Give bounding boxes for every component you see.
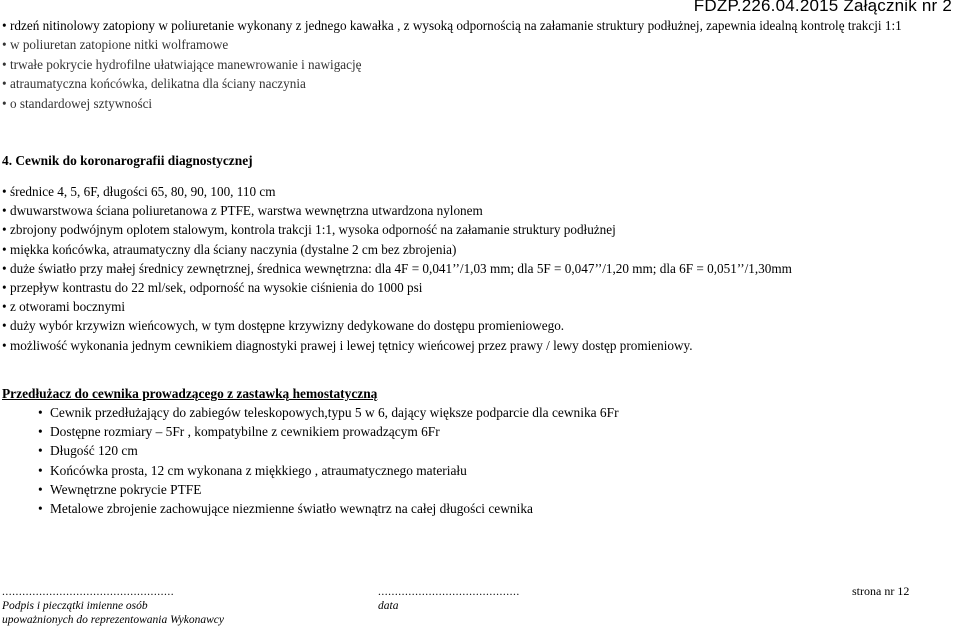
bullet-icon: • [38, 424, 43, 440]
list-item: • o standardowej sztywności [2, 94, 956, 113]
list-item: • Długość 120 cm [38, 441, 619, 460]
list-item: • atraumatyczna końcówka, delikatna dla ściany naczynia [2, 74, 956, 93]
bullet-icon: • [2, 184, 7, 199]
date-block [378, 585, 520, 613]
list-item: • trwałe pokrycie hydrofilne ułatwiające manewrowanie i nawigację [2, 55, 956, 74]
signature-label-line1: Podpis i pieczątki imienne osób [2, 600, 148, 612]
list-item: • Metalowe zbrojenie zachowujące niezmienne światło wewnątrz na całej długości cewnika [38, 499, 619, 518]
list-item: • przepływ kontrastu do 22 ml/sek, odporność na wysokie ciśnienia do 1000 psi [2, 278, 956, 297]
signature-dots: ................................................... [2, 586, 175, 598]
list-item: • duże światło przy małej średnicy zewnętrznej, średnica wewnętrzna: dla 4F = 0,041’’/1,03 mm; dla 5F = 0,047’’/1,20 mm; dla 6F = 0,051’’/1,30mm [2, 259, 956, 278]
bullet-icon: • [38, 481, 43, 497]
bullet-icon: • [38, 462, 43, 478]
list-item: • z otworami bocznymi [2, 297, 956, 316]
list-item: • dwuwarstwowa ściana poliuretanowa z PTFE, warstwa wewnętrzna utwardzona nylonem [2, 201, 956, 220]
section-4-title: 4. Cewnik do koronarografii diagnostycznej [2, 153, 253, 168]
page-number: strona nr 12 [852, 584, 910, 598]
top-bullet-list [2, 16, 956, 113]
signature-block [2, 585, 224, 627]
bullet-icon: • [2, 260, 7, 276]
bullet-icon: • [2, 241, 7, 257]
bullet-icon: • [2, 337, 7, 353]
bullet-icon: • [2, 18, 7, 33]
date-label: data [378, 600, 399, 612]
list-item: • możliwość wykonania jednym cewnikiem diagnostyki prawej i lewej tętnicy wieńcowej przez prawy / lewy dostęp promieniowy. [2, 336, 956, 355]
list-item: • Wewnętrzne pokrycie PTFE [38, 480, 619, 499]
bullet-icon: • [2, 37, 7, 53]
bullet-icon: • [2, 95, 7, 111]
section-4-bullet-list [2, 182, 956, 355]
bullet-icon: • [2, 222, 7, 238]
bullet-icon: • [2, 203, 7, 219]
signature-label-line2: upoważnionych do reprezentowania Wykonawcy [2, 614, 224, 626]
list-item: • Dostępne rozmiary – 5Fr , kompatybilne z cewnikiem prowadzącym 6Fr [38, 422, 619, 441]
bullet-icon: • [2, 76, 7, 92]
list-item: • miękka końcówka, atraumatyczny dla ściany naczynia (dystalne 2 cm bez zbrojenia) [2, 240, 956, 259]
list-item: • rdzeń nitinolowy zatopiony w poliuretanie wykonany z jednego kawałka , z wysoką odpornością na załamanie struktury podłużnej, zapewnia idealną kontrolę trakcji 1:1 [2, 16, 956, 35]
bullet-icon: • [38, 501, 43, 517]
document-id-header: FDZP.226.04.2015 Załącznik nr 2 [693, 0, 952, 15]
bullet-icon: • [2, 280, 7, 296]
extension-section-title: Przedłużacz do cewnika prowadzącego z zastawką hemostatyczną [2, 386, 378, 401]
bullet-icon: • [2, 318, 7, 334]
list-item: • średnice 4, 5, 6F, długości 65, 80, 90, 100, 110 cm [2, 182, 956, 201]
list-item: • w poliuretan zatopione nitki wolframowe [2, 35, 956, 54]
bullet-icon: • [2, 56, 7, 72]
bullet-icon: • [38, 443, 43, 459]
list-item: • zbrojony podwójnym oplotem stalowym, kontrola trakcji 1:1, wysoka odporność na załamanie struktury podłużnej [2, 220, 956, 239]
extension-bullet-list [38, 403, 619, 518]
date-dots: .......................................... [378, 586, 520, 598]
bullet-icon: • [38, 405, 43, 420]
list-item: • Końcówka prosta, 12 cm wykonana z miękkiego , atraumatycznego materiału [38, 461, 619, 480]
list-item: • Cewnik przedłużający do zabiegów teleskopowych,typu 5 w 6, dający większe podparcie dla cewnika 6Fr [38, 403, 619, 422]
list-item: • duży wybór krzywizn wieńcowych, w tym dostępne krzywizny dedykowane do dostępu promieniowego. [2, 316, 956, 335]
bullet-icon: • [2, 299, 7, 315]
